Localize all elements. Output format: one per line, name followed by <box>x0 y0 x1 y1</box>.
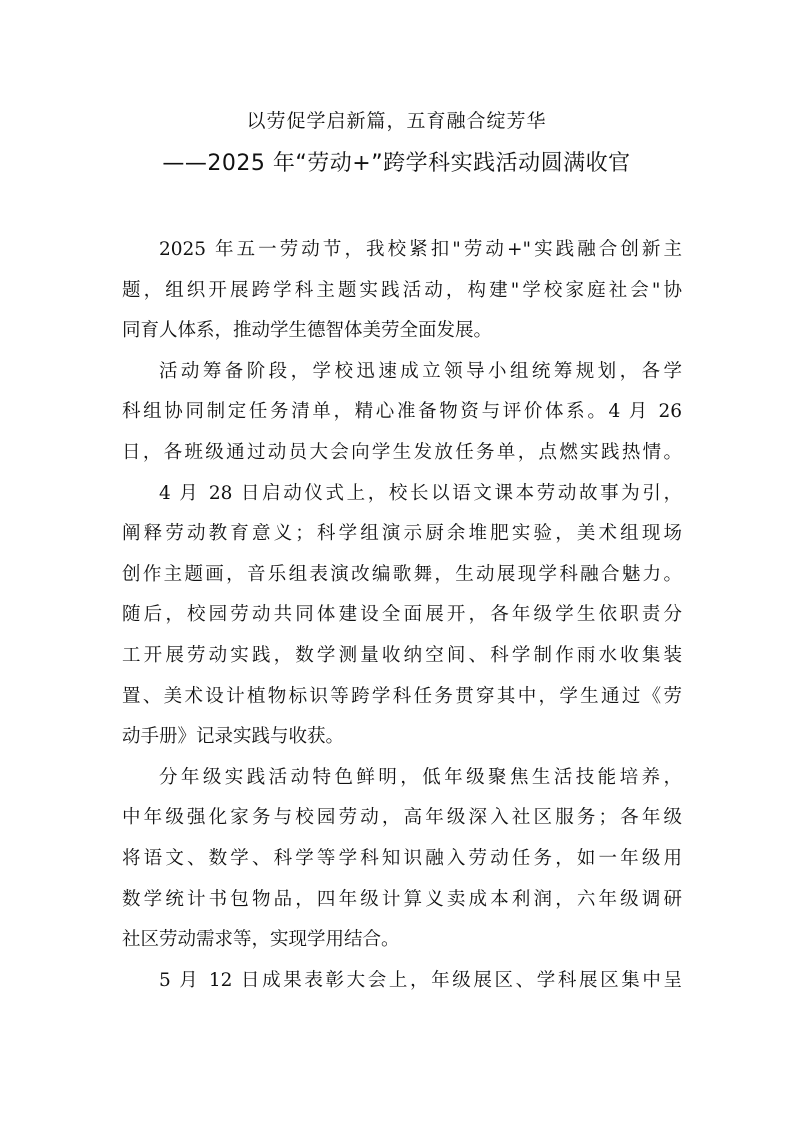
paragraph-2-line-2: 科组协同制定任务清单，精心准备物资与评价体系。4 月 26 <box>122 401 682 423</box>
paragraph-3-line-4: 随后，校园劳动共同体建设全面展开，各年级学生依职责分 <box>122 604 682 626</box>
paragraph-1-line-3: 同育人体系，推动学生德智体美劳全面发展。 <box>122 320 493 342</box>
paragraph-4-line-4: 数学统计书包物品，四年级计算义卖成本利润，六年级调研 <box>122 888 682 910</box>
paragraph-4-line-3: 将语文、数学、科学等学科知识融入劳动任务，如一年级用 <box>122 847 682 869</box>
paragraph-3-line-7: 动手册》记录实践与收获。 <box>122 726 345 748</box>
paragraph-1-line-2: 题，组织开展跨学科主题实践活动，构建"学校家庭社会"协 <box>122 279 682 301</box>
paragraph-5-line-1: 5 月 12 日成果表彰大会上，年级展区、学科展区集中呈 <box>159 969 682 991</box>
document-subtitle: ——2025 年“劳动+”跨学科实践活动圆满收官 <box>162 151 631 176</box>
paragraph-4-line-2: 中年级强化家务与校园劳动，高年级深入社区服务；各年级 <box>122 807 682 829</box>
paragraph-2-line-3: 日，各班级通过动员大会向学生发放任务单，点燃实践热情。 <box>122 441 682 463</box>
paragraph-3-line-6: 置、美术设计植物标识等跨学科任务贯穿其中，学生通过《劳 <box>122 685 682 707</box>
paragraph-4-line-1: 分年级实践活动特色鲜明，低年级聚焦生活技能培养， <box>159 766 682 788</box>
document-body <box>122 230 682 1001</box>
paragraph-4-line-5: 社区劳动需求等，实现学用结合。 <box>122 929 400 951</box>
paragraph-3-line-3: 创作主题画，音乐组表演改编歌舞，生动展现学科融合魅力。 <box>122 563 682 585</box>
paragraph-3-line-5: 工开展劳动实践，数学测量收纳空间、科学制作雨水收集装 <box>122 644 682 666</box>
document-title: 以劳促学启新篇，五育融合绽芳华 <box>246 110 547 132</box>
paragraph-3-line-2: 阐释劳动教育意义；科学组演示厨余堆肥实验，美术组现场 <box>122 523 682 545</box>
paragraph-3-line-1: 4 月 28 日启动仪式上，校长以语文课本劳动故事为引， <box>159 482 682 504</box>
paragraph-1-line-1: 2025 年五一劳动节，我校紧扣"劳动+"实践融合创新主 <box>159 239 682 260</box>
paragraph-2-line-1: 活动筹备阶段，学校迅速成立领导小组统筹规划，各学 <box>159 360 682 382</box>
